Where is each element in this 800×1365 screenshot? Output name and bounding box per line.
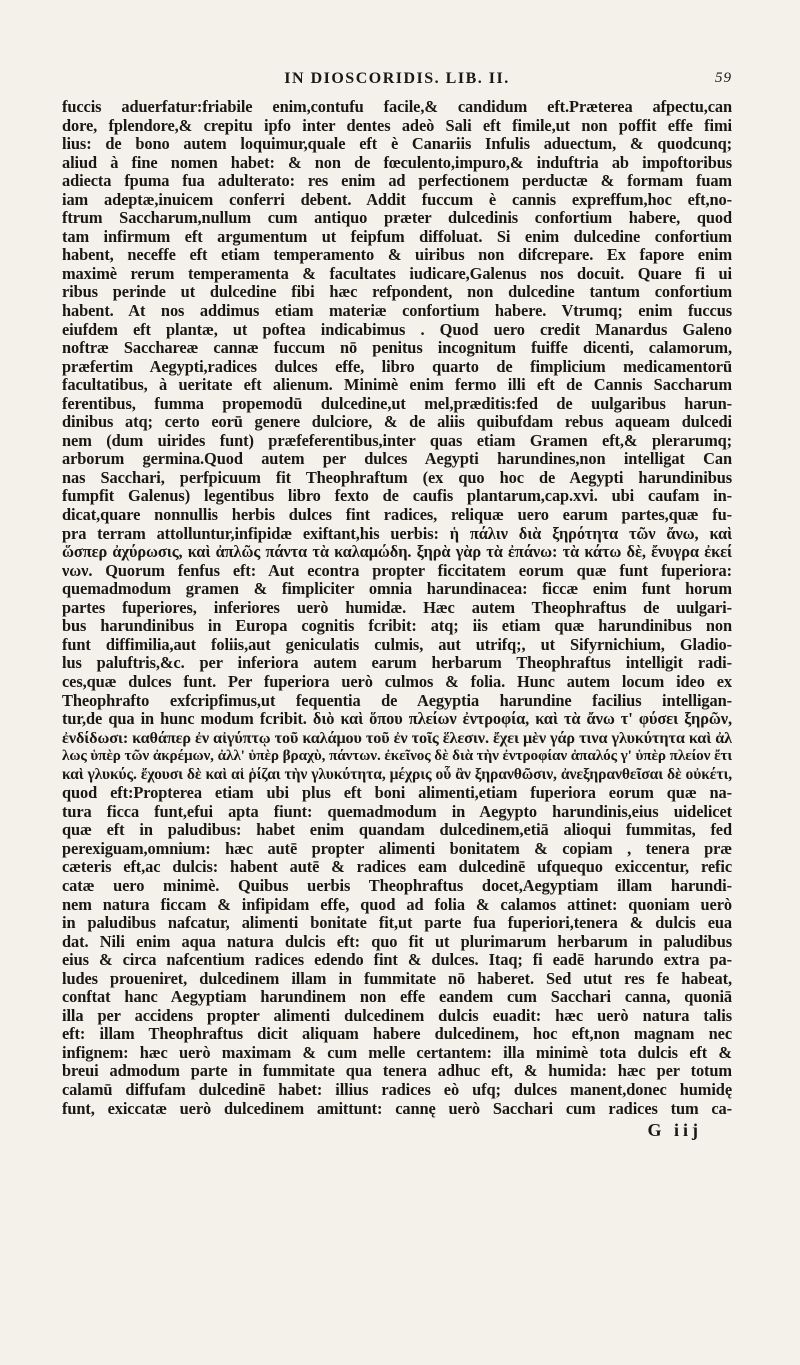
text-line: ludes proueniret, dulcedinem illam in fummitate nō haberet. Sed utut res fe habeat, [62,969,732,988]
text-line: lus paluftris,&c. per inferiora autem earum herbarum Theophraftus intelligit radi- [62,654,732,673]
text-line: catæ uero minimè. Quibus uerbis Theophraftus docet,Aegyptiam illam harundi- [62,876,732,895]
page-header [62,70,732,92]
text-line: ribus perinde ut dulcedine fibi hæc refpondent, non dulcedine tantum confortium [62,283,732,302]
text-line: aliud à fine nomen habet: & non de fœculento,impuro,& induftria ab impoftoribus [62,153,732,172]
text-line: præfertim Aegypti,radices dulces effe, libro quarto de fimplicium medicamentorū [62,357,732,376]
text-line: dore, fplendore,& crepitu ipfo inter dentes adeò Sali eft fimile,ut non poffit effe fimi [62,116,732,135]
text-line: pra terram attolluntur,infipidæ exiftant,his uerbis: ἡ πάλιν διὰ ξηρότητα τῶν ἄνω, καὶ [62,524,732,543]
text-line: illa per accidens propter alimenti dulcedinem dulcis euadit: hæc uerò natura talis [62,1006,732,1025]
text-line: maximè rerum temperamenta & facultates iudicare,Galenus nos docuit. Quare fi ui [62,264,732,283]
text-line: cæteris eft,ac dulcis: habent autē & radices eam dulcedinē ufquequo exiccentur, refic [62,858,732,877]
text-line: breui admodum parte in fummitate qua tenera adhuc eft, & humida: hæc per totum [62,1062,732,1081]
text-line: bus harundinibus in Europa cognitis fcribit: atq; iis etiam quæ harundinibus non [62,617,732,636]
text-line: eiufdem eft plantæ, ut poftea indicabimus . Quod uero credit Manardus Galeno [62,320,732,339]
text-line: λως ὑπὲρ τῶν ἀκρέμων, ἀλλ' ὑπὲρ βραχὺ, πάντων. ἐκεῖνος δὲ διὰ τὴν ἐντροφίαν ἁπαλός γ' ὑπὲρ πλείον ἔτι [62,747,732,765]
text-line: ὥσπερ ἀχύρωσις, καὶ ἀπλῶς πάντα τὰ καλαμώδη. ξηρὰ γὰρ τὰ ἐπάνω: τὰ κάτω δὲ, ἔνυγρα ἐκεί [62,543,732,562]
text-line: eius & circa nafcentium radices edendo fint & dulces. Itaq; fi eadē harundo extra pa- [62,951,732,970]
text-line: funt, exiccatæ uerò dulcedinem amittunt: cannę uerò Sacchari cum radices tum ca- [62,1099,732,1118]
text-line: habent, neceffe eft etiam temperamento & uiribus non difcrepare. Ex fapore enim [62,246,732,265]
text-line: fuccis aduerfatur:friabile enim,contufu facile,& candidum eft.Præterea afpectu,can [62,98,732,116]
text-line: habent. At nos addimus etiam materiæ confortium habere. Vtrumq; enim fuccus [62,302,732,321]
text-line: in paludibus nafcatur, alimenti bonitate fit,ut parte fua fuperiori,tenera & dulcis eua [62,914,732,933]
text-line: tura ficca funt,efui apta fiunt: quemadmodum in Aegypto harundinis,eius uidelicet [62,802,732,821]
text-line: adiecta fpuma fua adulterato: res enim ad perfectionem perductæ & formam fuam [62,172,732,191]
text-line: tam infirmum eft argumentum ut feipfum diffoluat. Si enim dulcedine confortium [62,227,732,246]
text-line: funt diffimilia,aut foliis,aut geniculatis culmis, aut utrifq;, ut Sifyrnichium, Gladio- [62,635,732,654]
text-line: eft: illam Theophraftus dicit aliquam habere dulcedinem, hoc eft,non magnam nec [62,1025,732,1044]
text-line: dinibus atq; certo eorū genere dulciore, & de aliis quibufdam rebus aqueam dulcedi [62,413,732,432]
text-line: ftrum Saccharum,nullum cum antiquo præter dulcedinis confortium habere, quod [62,209,732,228]
text-line: dicat,quare nonnullis herbis dulces fint radices, reliquæ uero earum partes,quæ fu- [62,506,732,525]
folio-number: 59 [715,70,732,86]
text-line: perexiguam,omnium: hæc autē propter alimenti bonitatem & copiam , tenera præ [62,839,732,858]
text-line: calamū diffufam dulcedinē habet: illius radices eò ufq; dulces manent,donec humidę [62,1080,732,1099]
text-line: tur,de qua in hunc modum fcribit. διὸ καὶ ὅπου πλείων ἐντροφία, καὶ τὰ ἄνω τ' φύσει ξηρῶν, [62,710,732,729]
text-line: Theophrafto exfcripfimus,ut fequentia de Aegyptia harundine facilius intelligan- [62,691,732,710]
text-line: fumpfit Galenus) legentibus libro fexto de caufis plantarum,cap.xvi. ubi caufam in- [62,487,732,506]
body-text [62,98,732,1118]
text-line: nas Sacchari, perfpicuum fit Theophraftum (ex quo hoc de Aegypti harundinibus [62,468,732,487]
text-line: ἐνδίδωσι: καθάπερ ἐν αἰγύπτῳ τοῦ καλάμου τοῦ ἐν τοῖς ἕλεσιν. ἔχει μὲν γάρ τινα γλυκύτητα καὶ ἀλ [62,728,732,747]
text-line: καὶ γλυκύς. ἔχουσι δὲ καὶ αἱ ῥίζαι τὴν γλυκύτητα, μέχρις οὗ ἂν ξηρανθῶσιν, ἀνεξηρανθεῖσαι δὲ οὐκέτι, [62,765,732,783]
text-line: quæ eft in paludibus: habet enim quandam dulcedinem,etiā alioqui fummitas, fed [62,821,732,840]
running-title: IN DIOSCORIDIS. LIB. II. [284,70,510,87]
text-line: infignem: hæc uerò maximam & cum melle certantem: illa minimè tota dulcis eft & [62,1043,732,1062]
text-line: lius: de bono autem loquimur,quale eft è Canariis Infulis aduectum, & quodcunq; [62,135,732,154]
text-line: partes fuperiores, inferiores uerò humidæ. Hæc autem Theophraftus de uulgari- [62,598,732,617]
text-line: nem (dum uirides funt) præfeferentibus,inter quas etiam Gramen eft,& plerarumq; [62,431,732,450]
text-line: arborum germina.Quod autem per dulces Aegypti harundines,non intelligat Can [62,450,732,469]
text-line: conftat hanc Aegyptiam harundinem non effe eandem cum Sacchari canna, quoniā [62,988,732,1007]
text-line: iam adeptæ,inuicem conferri debent. Addit fuccum è cannis expreffum,hoc eft,no- [62,190,732,209]
text-line: ces,quæ dulces funt. Per fuperiora uerò culmos & folia. Hunc autem locum ideo ex [62,672,732,691]
text-line: dat. Nili enim aqua natura dulcis eft: quo fit ut plurimarum herbarum in paludibus [62,932,732,951]
text-line: quod eft:Propterea etiam ubi plus eft boni alimenti,etiam fuperiora eorum quæ na- [62,784,732,803]
text-line: quemadmodum gramen & fimpliciter omnia harundinacea: ficcæ enim funt horum [62,580,732,599]
text-line: ferentibus, fumma propemodū dulcedine,ut mel,præditis:fed de uulgaribus harun- [62,394,732,413]
signature-mark: G iij [647,1120,702,1141]
text-line: νων. Quorum fenfus eft: Aut econtra propter ficcitatem eorum quæ funt fuperiora: [62,561,732,580]
text-line: facultatibus, à ueritate eft alienum. Minimè enim fermo illi eft de Cannis Saccharum [62,376,732,395]
text-line: noftræ Sacchareæ cannæ fuccum nō penitus incognitum fuiffe dicenti, calamorum, [62,339,732,358]
page-footer [62,1120,732,1141]
text-line: nem natura ficcam & infipidam effe, quod ad folia & calamos attinet: quoniam uerò [62,895,732,914]
